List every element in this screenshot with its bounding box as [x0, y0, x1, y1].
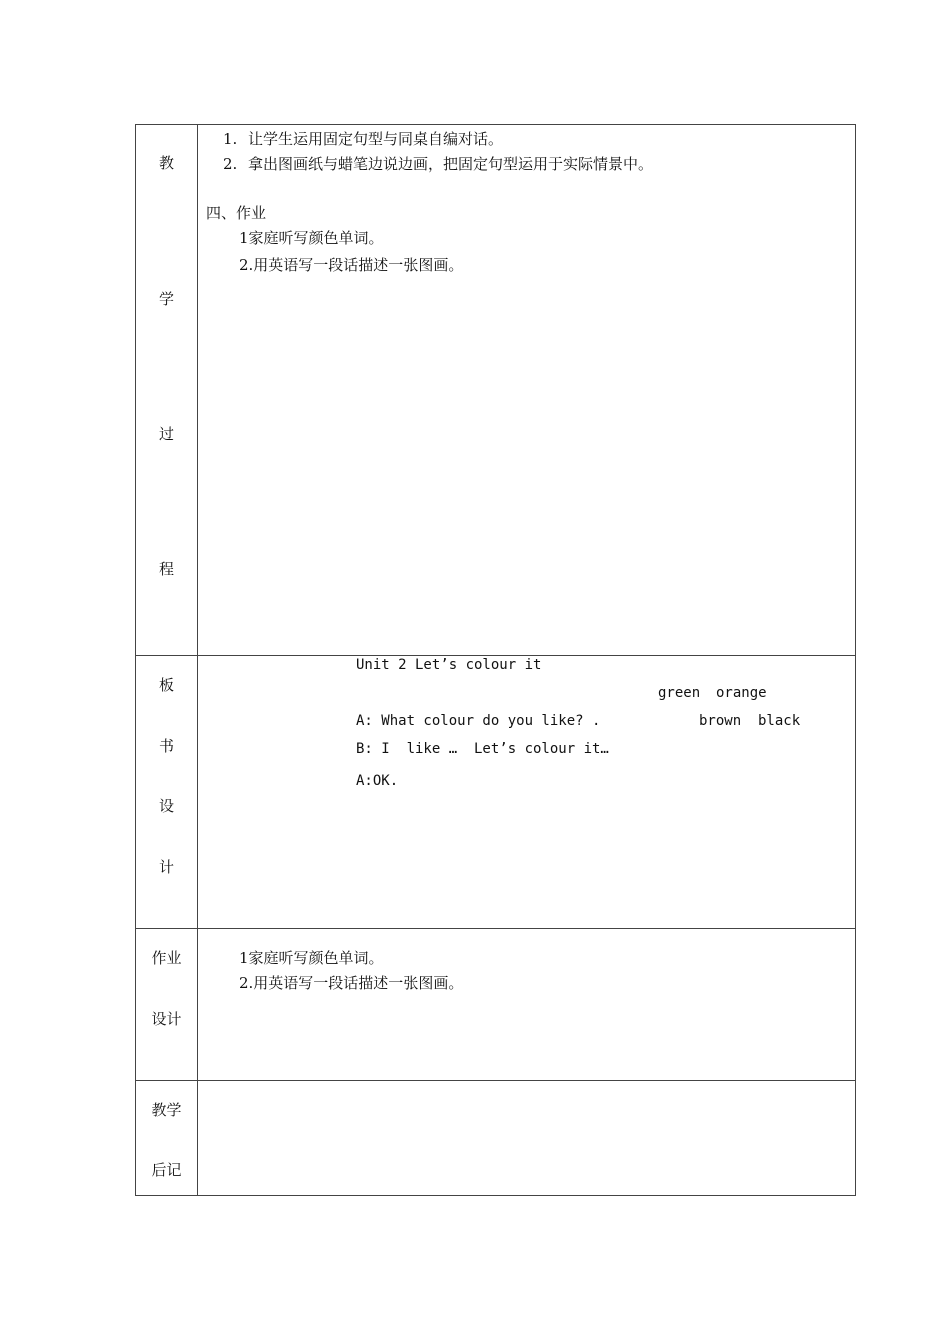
color-word: black [758, 713, 801, 729]
reflection-content [198, 1080, 855, 1195]
reflection-label [136, 1080, 198, 1195]
label-char: 程 [158, 560, 174, 578]
label-char: 设 [158, 797, 174, 815]
homework-item: 2.用英语写一段话描述一张图画。 [239, 256, 464, 274]
label-line: 作业 [151, 949, 182, 967]
step-number: 2. [223, 155, 238, 173]
label-line: 教学 [151, 1101, 182, 1119]
label-char: 板 [158, 676, 174, 694]
label-char: 教 [158, 154, 174, 172]
homework-design-content [198, 928, 855, 1080]
dialogue-line-c: A:OK. [356, 773, 399, 789]
teaching-process-content [198, 125, 855, 655]
step-number: 1. [223, 130, 238, 148]
color-word: green [658, 685, 701, 701]
homework-design-label [136, 928, 198, 1080]
color-word: brown [699, 713, 742, 729]
step-text: 让学生运用固定句型与同桌自编对话。 [248, 130, 504, 148]
label-line: 后记 [151, 1161, 182, 1179]
homework-item: 1家庭听写颜色单词。 [239, 949, 384, 967]
board-design-row [135, 655, 856, 929]
reflection-row [135, 1080, 856, 1196]
label-char: 计 [158, 858, 174, 876]
step-text: 拿出图画纸与蜡笔边说边画，把固定句型运用于实际情景中。 [248, 155, 654, 173]
dialogue-line-a: A: What colour do you like? . [356, 713, 601, 729]
lesson-plan-table [135, 124, 856, 1196]
label-char: 过 [158, 425, 174, 443]
homework-item: 1家庭听写颜色单词。 [239, 229, 384, 247]
board-design-content [198, 655, 855, 928]
label-char: 学 [158, 290, 174, 308]
board-design-label [136, 655, 198, 928]
homework-design-row [135, 928, 856, 1081]
homework-heading: 四、作业 [206, 204, 267, 222]
teaching-process-row [135, 124, 856, 656]
label-line: 设计 [151, 1010, 182, 1028]
dialogue-line-b: B: I like … Let’s colour it… [356, 741, 609, 757]
homework-item: 2.用英语写一段话描述一张图画。 [239, 974, 464, 992]
teaching-process-label [136, 125, 198, 655]
label-char: 书 [158, 737, 174, 755]
color-word: orange [716, 685, 767, 701]
board-title: Unit 2 Let’s colour it [356, 657, 542, 673]
